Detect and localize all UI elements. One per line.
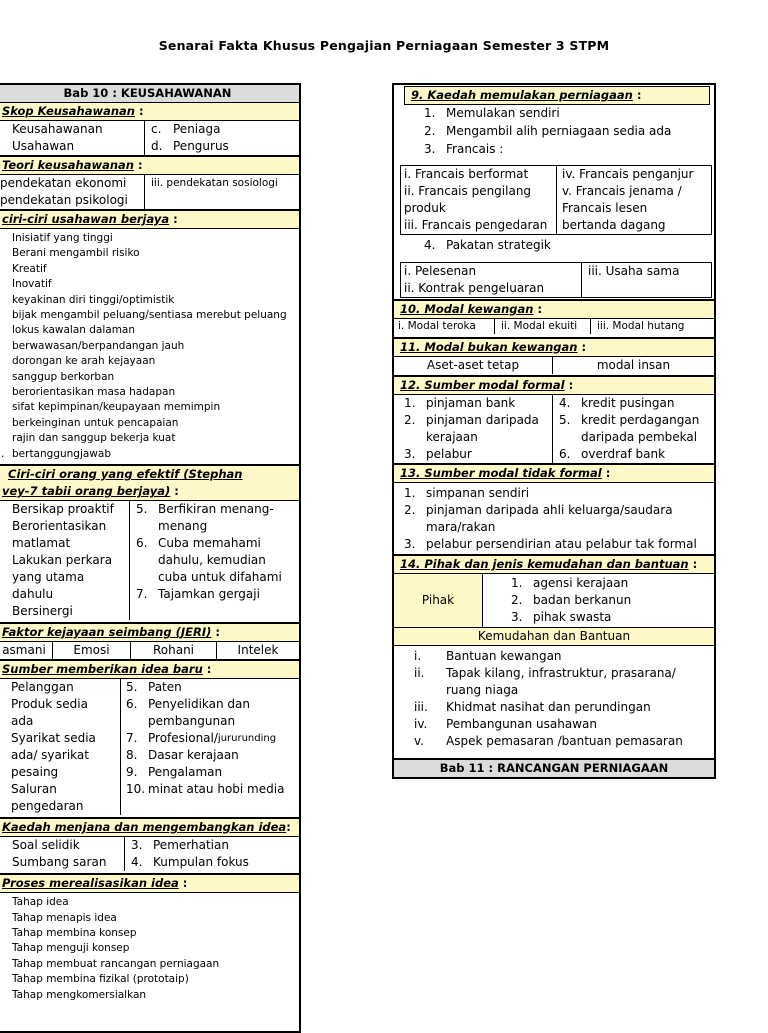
teori-list — [0, 175, 299, 209]
list-item: Pembangunan usahawan — [446, 717, 598, 731]
pihak-table: Pihak 1. agensi kerajaan 2. badan berkanun 3. pihak swasta — [394, 574, 714, 627]
list-item: Memulakan sendiri — [446, 106, 560, 120]
proses-heading: Proses merealisasikan idea : — [0, 873, 299, 893]
list-item: modal insan — [552, 357, 714, 374]
list-item: pengedaran — [11, 799, 84, 814]
list-item: iii. Usaha sama — [588, 264, 680, 278]
sumber-formal-list: 1. pinjaman bank 2. pinjaman daripada kerajaan 3. pelabur 4. kredit pusingan 5. kredit perdagangan daripada pembekal 6. overdraf bank — [394, 395, 714, 463]
page-title: Senarai Fakta Khusus Pengajian Perniagaan Semester 3 STPM — [158, 38, 610, 53]
menjana-list: Soal selidik Sumbang saran 3. Pemerhatian 4. Kumpulan fokus — [0, 837, 299, 871]
pakatan-table — [400, 262, 712, 298]
kemudahan-list: i. Bantuan kewangan ii. Tapak kilang, infrastruktur, prasarana/ ruang niaga iii. Khidmat nasihat dan perundingan iv. Pembangunan usahawan v. Aspek pemasaran /bantuan pemasaran — [414, 649, 683, 748]
list-item: pendekatan ekonomi — [0, 176, 127, 190]
list-item: Bantuan kewangan — [446, 649, 562, 663]
list-item: Intelek — [216, 642, 299, 659]
list-item: ada/ syarikat — [11, 748, 89, 763]
list-item: berorientasikan masa hadapan — [12, 386, 176, 399]
list-item: Bersinergi — [12, 604, 73, 619]
modal-kewangan-list — [394, 319, 714, 334]
menjana-heading: Kaedah menjana dan mengembangkan idea: — [0, 817, 299, 837]
list-item: pendekatan psikologi — [0, 193, 128, 207]
list-item: pihak swasta — [533, 610, 612, 624]
list-item: Francais lesen — [562, 201, 648, 215]
list-item: Tahap membuat rancangan perniagaan — [12, 957, 220, 970]
list-item: pinjaman daripada ahli keluarga/saudara — [426, 503, 673, 517]
list-item: Inovatif — [12, 278, 52, 291]
list-item: yang utama dahulu — [12, 570, 85, 602]
list-item: Pengurus — [173, 139, 229, 153]
list-item: Tahap membina konsep — [12, 926, 137, 939]
list-item: Mengambil alih perniagaan sedia ada — [446, 124, 672, 138]
list-item: Emosi — [52, 642, 130, 659]
list-item: Saluran — [11, 782, 57, 797]
list-item: ii. Francais pengilang — [404, 184, 532, 198]
left-column — [0, 83, 301, 1033]
skop-list: Keusahawanan Usahawan c. Peniaga d. Pengurus — [0, 121, 299, 155]
list-item: Pakatan strategik — [446, 238, 551, 252]
list-item: Usahawan — [12, 139, 75, 153]
list-item: i. Modal teroka — [398, 320, 476, 332]
list-item: pesaing — [11, 765, 59, 780]
list-item: Lakukan perkara — [12, 553, 113, 568]
list-item: simpanan sendiri — [426, 486, 530, 500]
list-item: Produk sedia ada — [11, 697, 88, 729]
ciri-list — [0, 229, 299, 462]
list-item: Bersikap proaktif — [12, 502, 114, 517]
list-item: dorongan ke arah kejayaan — [12, 355, 156, 368]
right-column — [392, 83, 716, 779]
list-item: Khidmat nasihat dan perundingan — [446, 700, 651, 714]
list-item: Berani mengambil risiko — [12, 247, 140, 260]
modal-bukan-heading: 11. Modal bukan kewangan : — [394, 337, 714, 357]
kemudahan-title: Kemudahan dan Bantuan — [394, 627, 714, 646]
list-item: Inisiatif yang tinggi — [12, 232, 113, 244]
list-item: berkeinginan untuk pencapaian — [12, 416, 179, 429]
list-item: Pemerhatian — [153, 838, 229, 853]
sumber-formal-heading: 12. Sumber modal formal : — [394, 375, 714, 395]
list-item: Francais : — [446, 142, 504, 156]
ciri-heading: ciri-ciri usahawan berjaya : — [0, 209, 299, 229]
list-item: Tapak kilang, infrastruktur, prasarana/ — [446, 666, 676, 680]
list-item: Kumpulan fokus — [153, 855, 249, 870]
francais-table — [400, 165, 712, 235]
list-item: Tahap idea — [12, 896, 69, 909]
chapter-10-box — [0, 83, 301, 1033]
list-item: asmani — [2, 643, 46, 658]
list-item: Tahap membina fizikal (prototaip) — [12, 973, 189, 986]
list-item: badan berkanun — [533, 593, 632, 607]
list-item: Tahap menguji konsep — [12, 942, 130, 955]
idea-baru-heading: Sumber memberikan idea baru : — [0, 659, 299, 679]
list-item: Pelanggan — [11, 680, 74, 695]
list-item: lokus kawalan dalaman — [12, 324, 136, 337]
efektif-list: Bersikap proaktif Berorientasikan matlamat Lakukan perkara yang utama dahulu Bersinergi 5. Berfikiran menang- menang 6. Cuba memahami dahulu, kemudian cuba untuk difahami 7. Tajamkan gergaji — [0, 501, 299, 620]
skop-heading: Skop Keusahawanan : — [0, 103, 299, 121]
list-item: bertanda dagang — [562, 218, 666, 232]
list-item: Berorientasikan — [12, 519, 107, 534]
list-item: agensi kerajaan — [533, 576, 629, 590]
list-item: iii. Francais pengedaran — [404, 218, 548, 232]
pihak-label: Pihak — [394, 574, 482, 627]
list-item: ii. Kontrak pengeluaran — [404, 281, 545, 295]
list-item: keyakinan diri tinggi/optimistik — [12, 293, 175, 306]
efektif-heading: Ciri-ciri orang yang efektif (Stephan vey-7 tabii orang berjaya) : — [0, 464, 299, 501]
kaedah-heading: 9. Kaedah memulakan perniagaan : — [404, 86, 710, 105]
jeri-list — [0, 642, 299, 659]
list-item: iii. Modal hutang — [590, 319, 714, 334]
list-item: sifat kepimpinan/keupayaan memimpin — [12, 401, 221, 414]
right-box — [392, 83, 716, 760]
list-item: Aspek pemasaran /bantuan pemasaran — [446, 734, 683, 748]
list-item: Rohani — [130, 642, 216, 659]
list-item: sanggup berkorban — [12, 370, 115, 383]
pihak-heading: 14. Pihak dan jenis kemudahan dan bantuan : — [394, 554, 714, 574]
bullet: . — [1, 447, 5, 460]
kaedah-list: 1. Memulakan sendiri 2. Mengambil alih perniagaan sedia ada 3. Francais : — [424, 106, 672, 156]
pakatan-item: 4. Pakatan strategik — [424, 238, 551, 252]
chapter-11-header: Bab 11 : RANCANGAN PERNIAGAAN — [392, 760, 716, 779]
idea-baru-list: Pelanggan Produk sedia ada Syarikat sedia ada/ syarikat pesaing Saluran pengedaran 5. Paten 6. Penyelidikan dan pembangunan 7. Profesional/ jururunding 8. Dasar kerajaan 9. Pengalaman 10. minat atau hobi media — [0, 679, 299, 815]
list-item: Kreatif — [12, 262, 47, 275]
proses-list — [0, 893, 299, 1031]
list-item: mara/rakan — [426, 520, 496, 534]
list-item: iii. pendekatan sosiologi — [151, 177, 278, 189]
list-item: Sumbang saran — [12, 855, 107, 870]
jeri-heading: Faktor kejayaan seimbang (JERI) : — [0, 622, 299, 642]
list-item: Tahap menapis idea — [12, 911, 117, 924]
list-item: iv. Francais penganjur — [562, 167, 694, 181]
list-item: Peniaga — [173, 122, 221, 136]
list-item: Soal selidik — [12, 838, 80, 853]
list-item: Aset-aset tetap — [426, 358, 520, 372]
teori-heading: Teori keusahawanan : — [0, 155, 299, 175]
list-item: Tahap mengkomersialkan — [12, 988, 147, 1001]
modal-bukan-list — [394, 357, 714, 374]
list-item: berwawasan/berpandangan jauh — [12, 339, 185, 352]
list-item: ruang niaga — [446, 683, 519, 697]
list-item: pelabur persendirian atau pelabur tak formal — [426, 537, 697, 551]
sumber-tidak-formal-list: 1. simpanan sendiri 2. pinjaman daripada ahli keluarga/saudara mara/rakan 3. pelabur persendirian atau pelabur tak formal — [404, 486, 697, 551]
list-item: . bertanggungjawab — [12, 447, 299, 462]
list-item: Keusahawanan — [12, 122, 103, 136]
list-item: rajin dan sanggup bekerja kuat — [12, 432, 176, 445]
list-item: i. Pelesenan — [404, 264, 477, 278]
modal-kewangan-heading: 10. Modal kewangan : — [394, 299, 714, 319]
list-item: matlamat — [12, 536, 71, 551]
chapter-10-header: Bab 10 : KEUSAHAWANAN — [0, 85, 299, 103]
list-item: v. Francais jenama / — [562, 184, 682, 198]
list-item: produk — [404, 201, 446, 215]
list-item: Syarikat sedia — [11, 731, 96, 746]
sumber-tidak-formal-heading: 13. Sumber modal tidak formal : — [394, 463, 714, 483]
list-item: ii. Modal ekuiti — [494, 319, 590, 334]
list-item: i. Francais berformat — [404, 167, 529, 181]
list-item: bijak mengambil peluang/sentiasa merebut peluang — [12, 309, 287, 322]
